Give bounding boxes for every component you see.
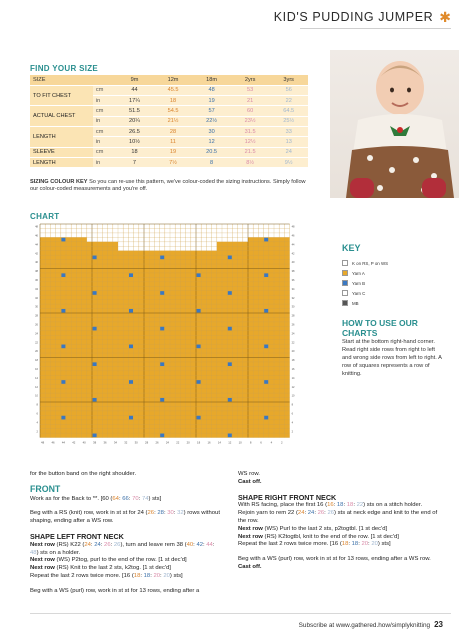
chart-heading: CHART — [30, 212, 60, 221]
chart-blank-cell — [274, 224, 279, 237]
mb-stitch — [228, 291, 232, 295]
size-cell: 11 — [154, 137, 193, 147]
column-number: 6 — [260, 440, 262, 445]
mb-stitch — [228, 398, 232, 402]
mb-stitch — [160, 398, 164, 402]
row-unit: in — [93, 116, 115, 126]
size-cell: 12½ — [231, 137, 270, 147]
row-number: 14 — [291, 376, 295, 380]
row-number: 16 — [35, 367, 38, 371]
mb-stitch — [228, 256, 232, 260]
size-cell: 53 — [231, 85, 270, 95]
mb-stitch — [61, 273, 65, 277]
page-footer — [299, 620, 443, 629]
mb-stitch — [160, 434, 164, 438]
size-cell: 8½ — [231, 157, 270, 167]
row-number: 44 — [35, 243, 38, 247]
row-number: 8 — [291, 403, 294, 407]
column-number: 38 — [93, 440, 97, 445]
page-number: 23 — [434, 620, 443, 629]
chart-blank-cell — [40, 224, 45, 237]
size-cell: 64.5 — [269, 106, 308, 116]
size-table-header — [30, 75, 308, 85]
right-cast-off: Cast off. — [238, 563, 262, 570]
instructions-column-2 — [238, 471, 438, 579]
row-number: 26 — [35, 323, 38, 327]
key-label: Yarn B — [352, 280, 366, 286]
column-number: 42 — [72, 440, 76, 445]
column-number: 30 — [134, 440, 138, 445]
size-col-2: 12m — [154, 75, 193, 85]
shape-right-front-neck-heading: SHAPE RIGHT FRONT NECK — [238, 492, 337, 502]
mb-stitch — [160, 256, 164, 260]
mb-stitch — [197, 380, 201, 384]
size-cell: 25½ — [269, 116, 308, 126]
mb-stitch — [93, 327, 97, 331]
column-number: 36 — [103, 440, 107, 445]
mb-stitch — [93, 291, 97, 295]
mb-stitch — [61, 380, 65, 384]
footer-divider — [30, 613, 451, 614]
mb-stitch — [264, 273, 268, 277]
left-row-5: Beg with a WS (purl) row, work in st st for 13 rows, ending after a — [30, 587, 200, 594]
size-col-3: 18m — [192, 75, 231, 85]
row-unit: cm — [93, 106, 115, 116]
key-item — [342, 278, 388, 288]
mb-stitch — [197, 309, 201, 313]
row-number: 28 — [35, 314, 38, 318]
row-number: 20 — [291, 350, 295, 354]
row-number: 34 — [291, 287, 295, 291]
mb-stitch — [129, 309, 133, 313]
key-item — [342, 288, 388, 298]
size-cell: 8 — [192, 157, 231, 167]
size-cell: 22½ — [192, 116, 231, 126]
right-row-4: Next row (RS) K2togtbl, knit to the end of the row. [1 st dec'd] — [238, 533, 399, 540]
chart-blank-cell — [76, 224, 81, 237]
size-table — [30, 75, 308, 168]
page-header — [274, 10, 451, 24]
chart-blank-cell — [66, 224, 71, 237]
instructions-column-1 — [30, 471, 220, 603]
size-cell: 22 — [269, 96, 308, 106]
column-number: 22 — [176, 440, 180, 445]
mb-stitch — [129, 273, 133, 277]
table-row — [30, 157, 308, 167]
front-paragraph-2: Beg with a RS (knit) row, work in st st for 24 (26: 28: 30: 32) rows without shaping, ending after a WS row. — [30, 510, 220, 525]
row-number: 30 — [291, 305, 295, 309]
key-swatch — [342, 260, 348, 266]
row-label: SLEEVE — [30, 147, 93, 157]
key-list — [342, 258, 388, 308]
right-row-5: Repeat the last 2 rows twice more. [16 (18: 18: 20: 20) sts] — [238, 541, 391, 548]
mb-stitch — [197, 345, 201, 349]
mb-stitch — [129, 345, 133, 349]
column-number: 16 — [207, 440, 211, 445]
row-unit: in — [93, 96, 115, 106]
row-number: 18 — [35, 359, 38, 363]
table-row — [30, 147, 308, 157]
chart-blank-cell — [269, 224, 274, 237]
row-number: 32 — [35, 296, 38, 300]
mb-stitch — [264, 380, 268, 384]
row-unit: cm — [93, 147, 115, 157]
chart-blank-cell — [82, 224, 87, 237]
mb-stitch — [93, 256, 97, 260]
chart-blank-cell — [56, 224, 61, 237]
mb-stitch — [197, 273, 201, 277]
knitting-chart — [30, 222, 306, 452]
size-col-4: 2yrs — [231, 75, 270, 85]
table-row — [30, 106, 308, 116]
row-number: 2 — [36, 430, 38, 434]
sizing-key-label: SIZING COLOUR KEY — [30, 179, 88, 185]
size-cell: 31.5 — [231, 126, 270, 136]
size-cell: 30 — [192, 126, 231, 136]
row-number: 48 — [35, 225, 38, 229]
row-number: 2 — [291, 430, 294, 434]
row-number: 8 — [36, 403, 38, 407]
row-number: 20 — [35, 350, 38, 354]
size-cell: 7½ — [154, 157, 193, 167]
column-number: 32 — [124, 440, 128, 445]
row-number: 48 — [291, 225, 295, 229]
key-label: K on RS, P on WS — [352, 260, 389, 266]
left-row-4: Repeat the last 2 rows twice more. [16 (18: 18: 20: 20) sts] — [30, 572, 183, 579]
front-paragraph-1: Work as for the Back to **. [60 (64: 66: 70: 74) sts] — [30, 495, 162, 502]
column-number: 8 — [249, 440, 252, 445]
row-number: 26 — [291, 323, 295, 327]
row-number: 40 — [291, 261, 295, 265]
column-number: 4 — [270, 440, 273, 445]
chart-blank-cell — [50, 224, 55, 237]
mb-stitch — [61, 345, 65, 349]
row-unit: in — [93, 157, 115, 167]
row-number: 44 — [291, 243, 295, 247]
right-row-6: Beg with a WS (purl) row, work in st st for 13 rows, ending after a WS row. — [238, 556, 431, 563]
row-number: 34 — [35, 287, 38, 291]
shape-left-front-neck-heading: SHAPE LEFT FRONT NECK — [30, 531, 124, 541]
column-number: 18 — [197, 440, 201, 445]
column-number: 2 — [281, 440, 283, 445]
chart-blank-cell — [253, 224, 258, 237]
row-number: 40 — [35, 261, 38, 265]
how-to-use-text: Start at the bottom right-hand corner. Read right side rows from right to left and wrong side rows from left to right. A row of squares represents a row of knitting. — [342, 339, 442, 377]
row-number: 28 — [291, 314, 295, 318]
front-heading: FRONT — [30, 483, 61, 494]
key-label: MB — [352, 300, 359, 306]
mb-stitch — [160, 362, 164, 366]
size-cell: 10½ — [115, 137, 154, 147]
chart-blank-cell — [284, 224, 289, 237]
key-item — [342, 268, 388, 278]
row-number: 42 — [291, 252, 295, 256]
column-number: 14 — [217, 440, 221, 445]
ws-row-line: WS row. — [238, 471, 260, 477]
chart-blank-cell — [71, 224, 76, 237]
mb-stitch — [61, 416, 65, 420]
row-unit: cm — [93, 85, 115, 95]
row-number: 4 — [36, 421, 38, 425]
size-cell: 28 — [154, 126, 193, 136]
size-col-5: 3yrs — [269, 75, 308, 85]
size-cell: 18 — [154, 96, 193, 106]
row-unit: cm — [93, 126, 115, 136]
size-cell: 21.5 — [231, 147, 270, 157]
mb-stitch — [228, 327, 232, 331]
size-cell: 21½ — [154, 116, 193, 126]
key-swatch — [342, 280, 348, 286]
size-cell: 19 — [154, 147, 193, 157]
key-swatch — [342, 270, 348, 276]
column-number: 48 — [41, 440, 45, 445]
key-item — [342, 258, 388, 268]
key-heading: KEY — [342, 243, 361, 253]
table-row — [30, 126, 308, 136]
find-size-heading: FIND YOUR SIZE — [30, 64, 99, 73]
size-col-0: SIZE — [30, 75, 115, 85]
row-label: LENGTH — [30, 126, 93, 147]
row-number: 36 — [291, 278, 295, 282]
table-row — [30, 85, 308, 95]
row-label: LENGTH — [30, 157, 93, 167]
column-number: 26 — [155, 440, 159, 445]
key-item — [342, 298, 388, 308]
row-number: 18 — [291, 359, 295, 363]
mb-stitch — [264, 345, 268, 349]
sizing-colour-key-note — [30, 179, 310, 194]
left-row-1: Next row (RS) K22 (24: 24: 26: 26), turn and leave rem 38 (40: 42: 44: 48) sts on a holder. — [30, 541, 215, 556]
row-number: 46 — [291, 234, 295, 238]
row-number: 6 — [291, 412, 294, 416]
row-number: 4 — [291, 421, 294, 425]
size-cell: 18 — [115, 147, 154, 157]
row-number: 32 — [291, 296, 295, 300]
row-number: 16 — [291, 367, 295, 371]
mb-stitch — [93, 362, 97, 366]
size-cell: 60 — [231, 106, 270, 116]
row-number: 24 — [291, 332, 295, 336]
left-row-3: Next row (RS) Knit to the last 2 sts, k2tog. [1 st dec'd] — [30, 565, 171, 572]
size-cell: 56 — [269, 85, 308, 95]
size-cell: 20.5 — [192, 147, 231, 157]
row-label: TO FIT CHEST — [30, 85, 93, 106]
row-number: 24 — [35, 332, 38, 336]
column-number: 20 — [186, 440, 190, 445]
row-number: 22 — [291, 341, 295, 345]
mb-stitch — [160, 327, 164, 331]
row-number: 10 — [291, 394, 295, 398]
size-cell: 33 — [269, 126, 308, 136]
subscribe-link[interactable]: Subscribe at www.gathered.how/simplyknitting — [298, 622, 431, 629]
row-number: 12 — [35, 385, 38, 389]
row-number: 46 — [35, 234, 38, 238]
mb-stitch — [61, 309, 65, 313]
chart-blank-cell — [61, 224, 66, 237]
size-cell: 23½ — [231, 116, 270, 126]
row-number: 38 — [291, 270, 295, 274]
mb-stitch — [160, 291, 164, 295]
star-icon: ✱ — [439, 9, 451, 25]
size-cell: 51.5 — [115, 106, 154, 116]
row-label: ACTUAL CHEST — [30, 106, 93, 127]
header-title: KID'S PUDDING JUMPER — [273, 10, 434, 24]
row-number: 14 — [35, 376, 38, 380]
key-swatch — [342, 290, 348, 296]
key-label: Yarn C — [352, 290, 366, 296]
row-number: 36 — [35, 278, 38, 282]
column-number: 44 — [61, 440, 65, 445]
column-number: 40 — [82, 440, 86, 445]
row-unit: in — [93, 137, 115, 147]
how-to-use-heading: HOW TO USE OUR CHARTS — [342, 318, 418, 338]
column-number: 10 — [238, 440, 242, 445]
row-number: 30 — [35, 305, 38, 309]
mb-stitch — [197, 416, 201, 420]
size-cell: 21 — [231, 96, 270, 106]
size-cell: 54.5 — [154, 106, 193, 116]
mb-stitch — [264, 238, 268, 242]
size-cell: 44 — [115, 85, 154, 95]
column-number: 28 — [145, 440, 149, 445]
mb-stitch — [129, 416, 133, 420]
row-number: 38 — [35, 270, 38, 274]
size-cell: 17¼ — [115, 96, 154, 106]
right-row-2: Rejoin yarn to rem 22 (24: 24: 26: 26) sts at neck edge and knit to the end of the row. — [238, 510, 438, 524]
row-number: 12 — [291, 385, 295, 389]
size-cell: 13 — [269, 137, 308, 147]
size-col-1: 9m — [115, 75, 154, 85]
mb-stitch — [93, 398, 97, 402]
sizing-key-text: So you can re-use this pattern, we've colour-coded the sizing instructions. Simply follow our colour-coded measurements and you're off. — [30, 179, 306, 193]
size-cell: 12 — [192, 137, 231, 147]
mb-stitch — [228, 434, 232, 438]
column-number: 34 — [113, 440, 117, 445]
size-cell: 7 — [115, 157, 154, 167]
row-number: 22 — [35, 341, 38, 345]
size-cell: 48 — [192, 85, 231, 95]
cast-off-line: Cast off. — [238, 478, 262, 485]
mb-stitch — [129, 380, 133, 384]
size-cell: 26.5 — [115, 126, 154, 136]
size-cell: 57 — [192, 106, 231, 116]
right-row-3: Next row (WS) Purl to the last 2 sts, p2togtbl. [1 st dec'd] — [238, 525, 388, 532]
row-number: 6 — [36, 412, 38, 416]
right-row-1: With RS facing, place the first 16 (16: 18: 18: 22) sts on a stitch holder. — [238, 502, 423, 509]
mb-stitch — [264, 416, 268, 420]
column-number: 46 — [51, 440, 55, 445]
key-label: Yarn A — [352, 270, 365, 276]
chart-blank-cell — [279, 224, 284, 237]
intro-paragraph: for the button band on the right shoulder. — [30, 471, 137, 477]
mb-stitch — [264, 309, 268, 313]
chart-blank-cell — [264, 224, 269, 237]
key-swatch — [342, 300, 348, 306]
row-number: 10 — [35, 394, 38, 398]
header-divider — [300, 28, 451, 29]
mb-stitch — [93, 434, 97, 438]
size-cell: 19 — [192, 96, 231, 106]
chart-blank-cell — [258, 224, 263, 237]
baby-photo — [330, 50, 459, 198]
left-row-2: Next row (WS) P2tog, purl to the end of the row. [1 st dec'd] — [30, 557, 187, 564]
size-cell: 9½ — [269, 157, 308, 167]
size-cell: 20¼ — [115, 116, 154, 126]
mb-stitch — [61, 238, 65, 242]
size-cell: 24 — [269, 147, 308, 157]
chart-blank-cell — [45, 224, 50, 237]
row-number: 42 — [35, 252, 38, 256]
chart-blank-cell — [248, 224, 253, 237]
mb-stitch — [228, 362, 232, 366]
column-number: 24 — [165, 440, 169, 445]
column-number: 12 — [228, 440, 232, 445]
size-cell: 45.5 — [154, 85, 193, 95]
